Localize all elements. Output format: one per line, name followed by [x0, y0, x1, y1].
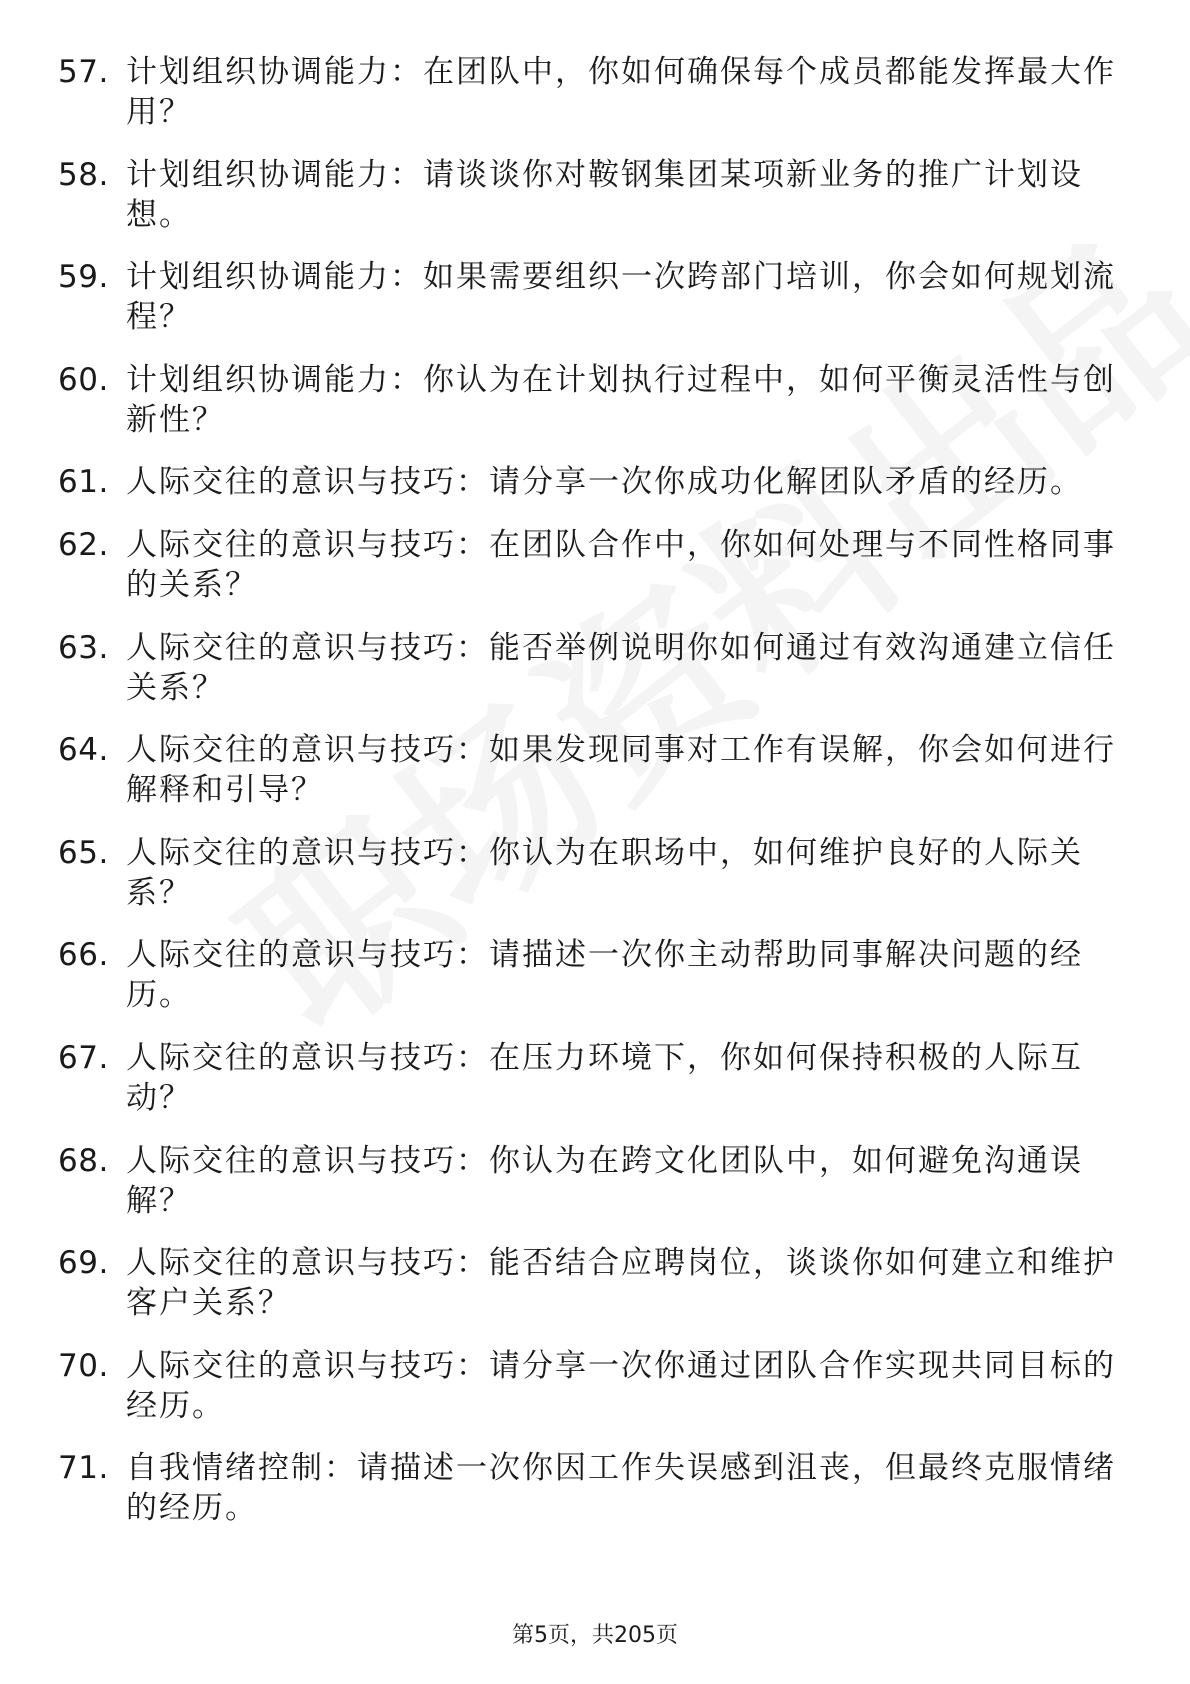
page-number-label: 第5页，共205页 — [512, 1623, 678, 1648]
question-text: 人际交往的意识与技巧：在压力环境下，你如何保持积极的人际互动？ — [126, 1039, 1083, 1116]
question-text: 人际交往的意识与技巧：能否举例说明你如何通过有效沟通建立信任关系？ — [126, 629, 1116, 706]
page-footer — [0, 1622, 1190, 1650]
question-number: 66. — [58, 937, 109, 974]
question-text: 人际交往的意识与技巧：请描述一次你主动帮助同事解决问题的经历。 — [126, 937, 1083, 1014]
question-number: 63. — [58, 629, 109, 666]
question-text: 计划组织协调能力：在团队中，你如何确保每个成员都能发挥最大作用？ — [126, 54, 1116, 130]
question-number: 70. — [58, 1347, 109, 1384]
list-item — [58, 628, 1118, 708]
question-number: 58. — [58, 156, 109, 193]
question-text: 计划组织协调能力：如果需要组织一次跨部门培训，你会如何规划流程？ — [126, 259, 1116, 336]
question-list — [58, 52, 1118, 1551]
list-item — [58, 1448, 1118, 1528]
question-number: 69. — [58, 1245, 109, 1282]
question-number: 68. — [58, 1142, 109, 1179]
question-text: 人际交往的意识与技巧：请分享一次你成功化解团队矛盾的经历。 — [126, 464, 1083, 501]
list-item — [58, 257, 1118, 337]
question-text: 人际交往的意识与技巧：你认为在职场中，如何维护良好的人际关系？ — [126, 834, 1083, 911]
question-text: 自我情绪控制：请描述一次你因工作失误感到沮丧，但最终克服情绪的经历。 — [126, 1450, 1116, 1527]
question-number: 64. — [58, 732, 109, 769]
list-item — [58, 833, 1118, 913]
question-number: 65. — [58, 834, 109, 871]
question-number: 61. — [58, 464, 109, 501]
question-text: 人际交往的意识与技巧：请分享一次你通过团队合作实现共同目标的经历。 — [126, 1347, 1116, 1424]
list-item — [58, 462, 1118, 502]
question-text: 人际交往的意识与技巧：你认为在跨文化团队中，如何避免沟通误解？ — [126, 1142, 1083, 1219]
list-item — [58, 155, 1118, 235]
question-number: 67. — [58, 1039, 109, 1076]
question-text: 人际交往的意识与技巧：如果发现同事对工作有误解，你会如何进行解释和引导？ — [126, 732, 1116, 809]
question-text: 计划组织协调能力：你认为在计划执行过程中，如何平衡灵活性与创新性？ — [126, 361, 1116, 438]
list-item — [58, 525, 1118, 605]
list-item — [58, 1141, 1118, 1221]
question-number: 57. — [58, 54, 109, 90]
question-text: 人际交往的意识与技巧：能否结合应聘岗位，谈谈你如何建立和维护客户关系？ — [126, 1245, 1116, 1322]
list-item — [58, 1346, 1118, 1426]
question-number: 62. — [58, 526, 109, 563]
question-text: 人际交往的意识与技巧：在团队合作中，你如何处理与不同性格同事的关系？ — [126, 526, 1116, 603]
question-number: 71. — [58, 1450, 109, 1487]
list-item — [58, 1243, 1118, 1323]
list-item — [58, 1038, 1118, 1118]
list-item — [58, 935, 1118, 1015]
list-item — [58, 360, 1118, 440]
list-item — [58, 730, 1118, 810]
question-text: 计划组织协调能力：请谈谈你对鞍钢集团某项新业务的推广计划设想。 — [126, 156, 1083, 233]
question-number: 59. — [58, 259, 109, 296]
list-item — [58, 52, 1118, 132]
question-number: 60. — [58, 361, 109, 398]
